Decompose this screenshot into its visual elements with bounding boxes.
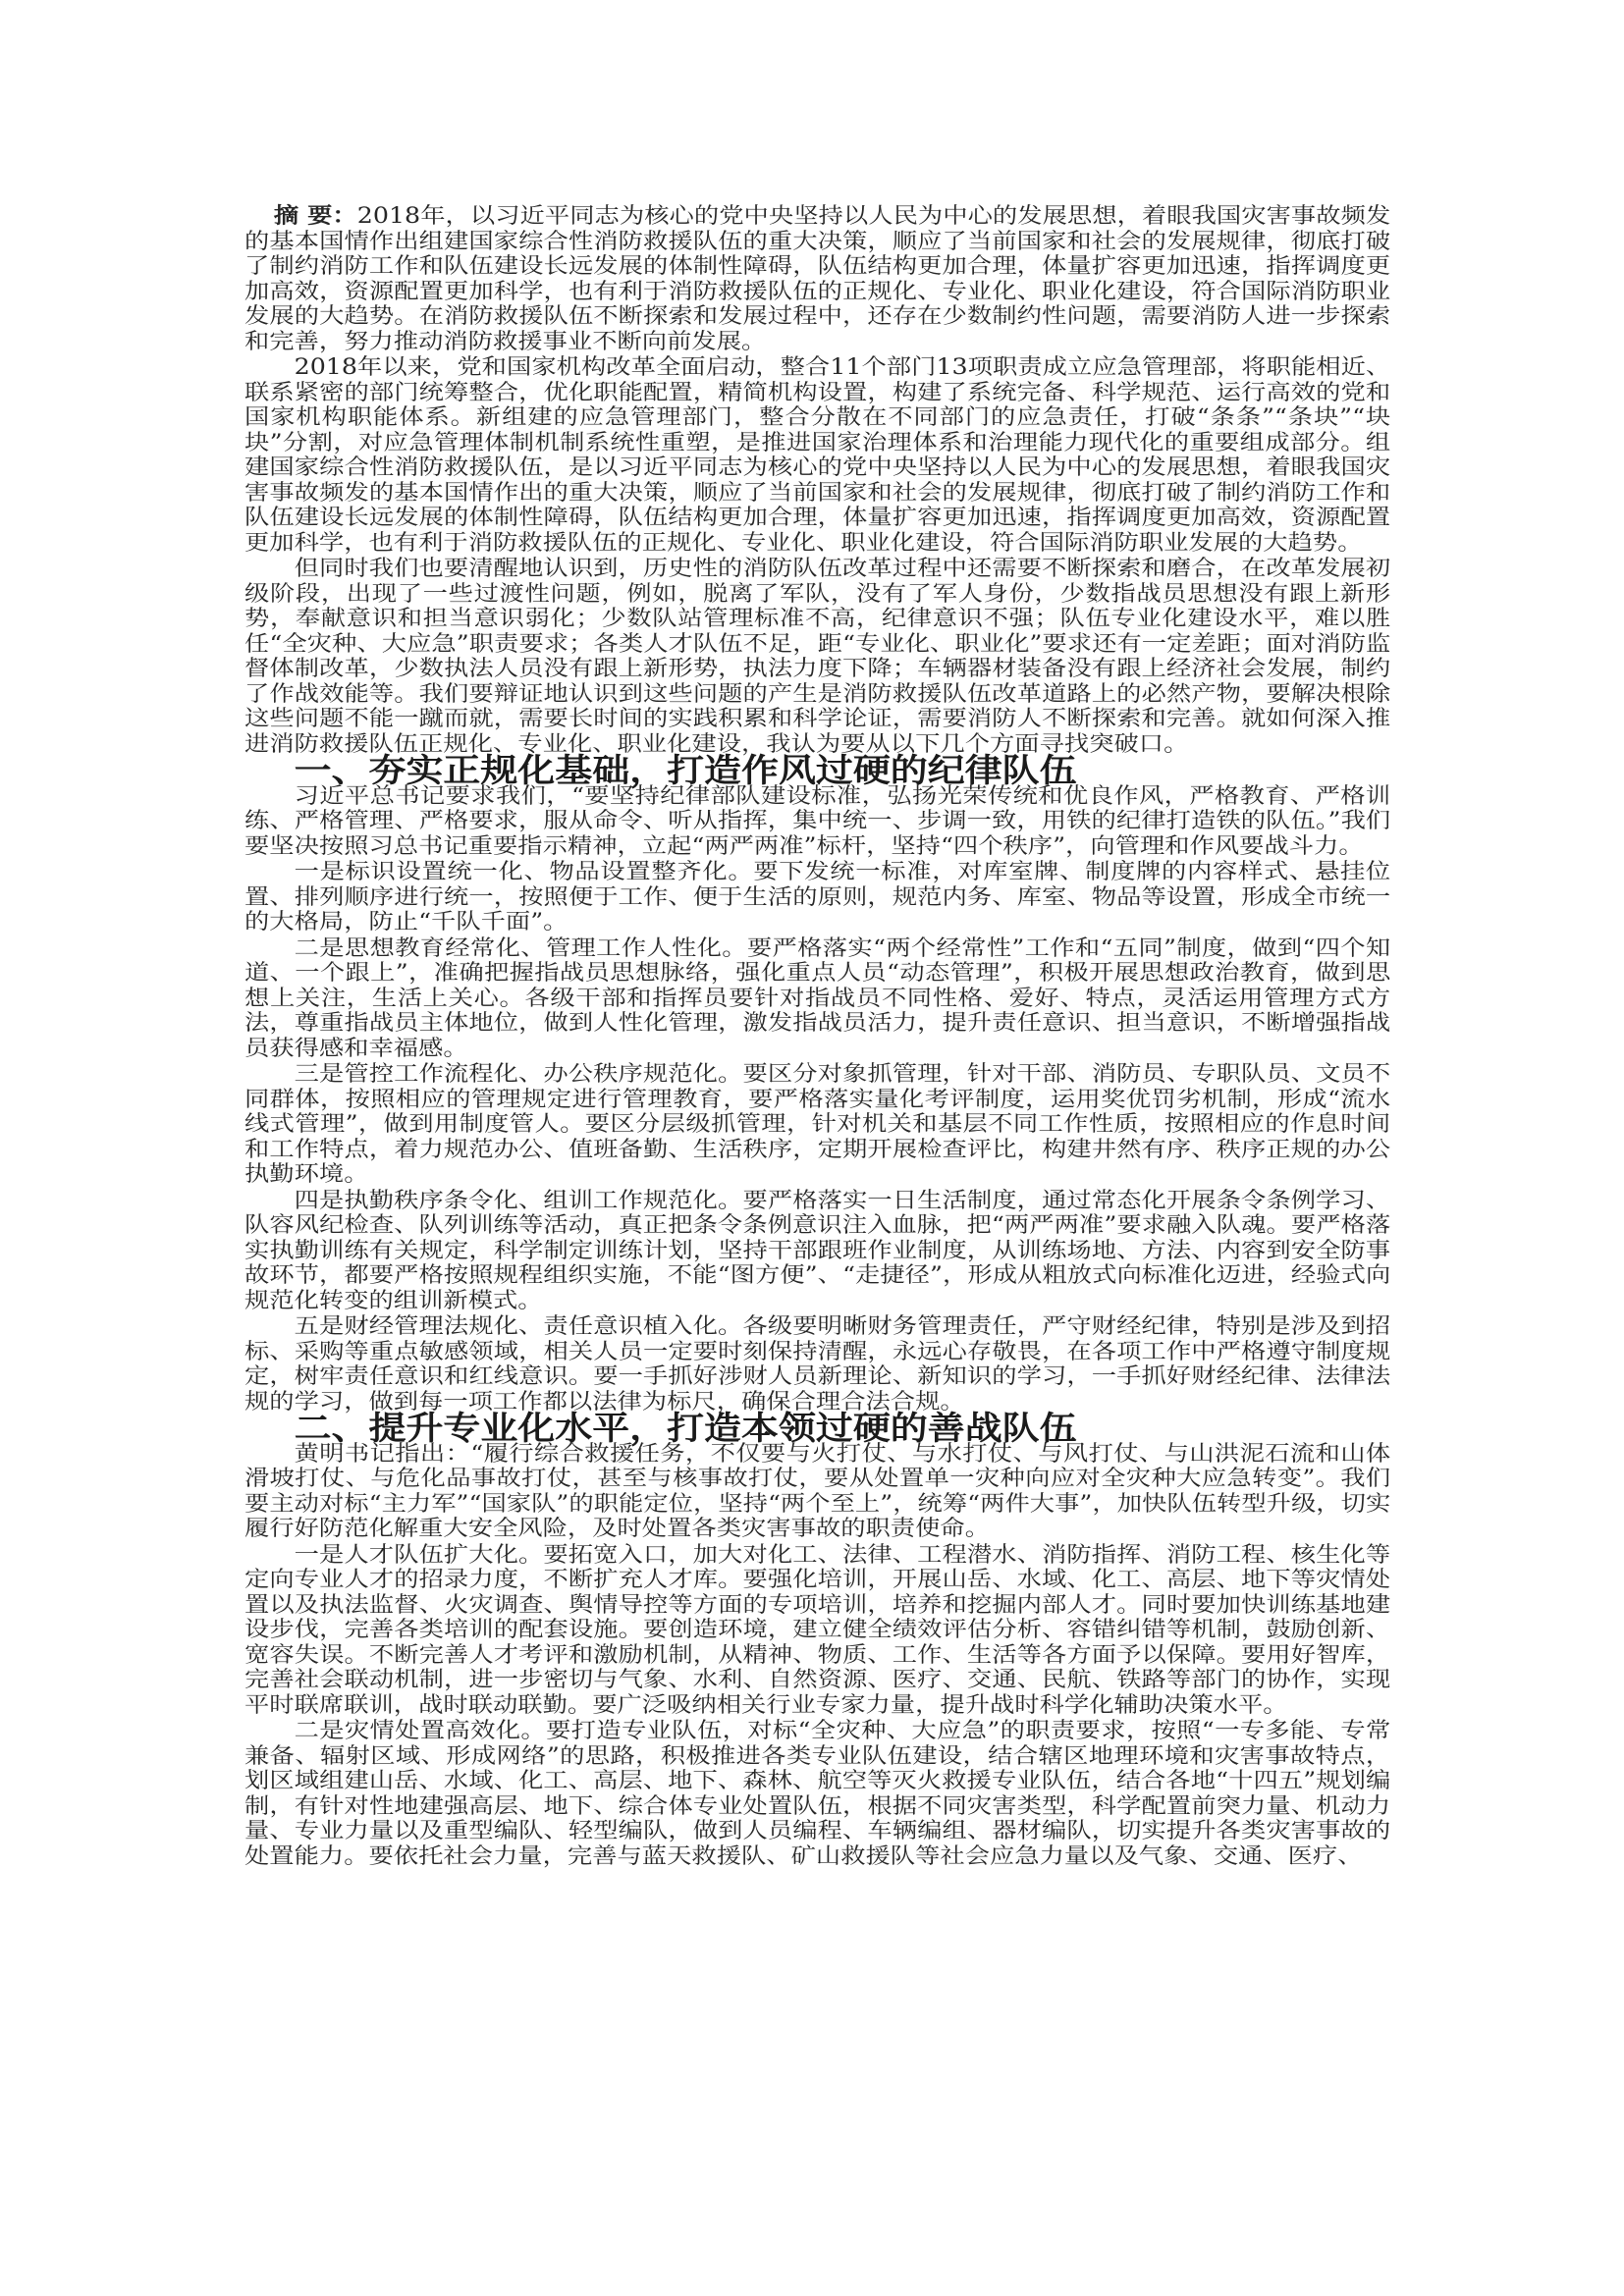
body-paragraph: 一是标识设置统一化、物品设置整齐化。要下发统一标准，对库室牌、制度牌的内容样式、悬挂位置、排列顺序进行统一，按照便于工作、便于生活的原则，规范内务、库室、物品等设置，形成全市统一的大格局，防止“千队千面”。 [244, 860, 1391, 934]
abstract-text: 2018年，以习近平同志为核心的党中央坚持以人民为中心的发展思想，着眼我国灾害事故频发的基本国情作出组建国家综合性消防救援队伍的重大决策，顺应了当前国家和社会的发展规律，彻底打破了制约消防工作和队伍建设长远发展的体制性障碍，队伍结构更加合理，体量扩容更加迅速，指挥调度更加高效，资源配置更加科学，也有利于消防救援队伍的正规化、专业化、职业化建设，符合国际消防职业发展的大趋势。在消防救援队伍不断探索和发展过程中，还存在少数制约性问题，需要消防人进一步探索和完善，努力推动消防救援事业不断向前发展。 [244, 204, 1391, 354]
body-paragraph: 五是财经管理法规化、责任意识植入化。各级要明晰财务管理责任，严守财经纪律，特别是涉及到招标、采购等重点敏感领域，相关人员一定要时刻保持清醒，永远心存敬畏，在各项工作中严格遵守制度规定，树牢责任意识和红线意识。要一手抓好涉财人员新理论、新知识的学习，一手抓好财经纪律、法律法规的学习，做到每一项工作都以法律为标尺，确保合理合法合规。 [244, 1314, 1391, 1415]
body-paragraph: 黄明书记指出：“履行综合救援任务，不仅要与火打仗、与水打仗、与风打仗、与山洪泥石流和山体滑坡打仗、与危化品事故打仗，甚至与核事故打仗，要从处置单一灾种向应对全灾种大应急转变”。我们要主动对标“主力军”“国家队”的职能定位，坚持“两个至上”，统筹“两件大事”，加快队伍转型升级，切实履行好防范化解重大安全风险，及时处置各类灾害事故的职责使命。 [244, 1441, 1391, 1541]
abstract-label: 摘 要： [273, 203, 357, 229]
section-heading-2: 二、提升专业化水平，打造本领过硬的善战队伍 [294, 1409, 1077, 1447]
abstract-paragraph [244, 204, 1390, 354]
intro-paragraph: 2018年以来，党和国家机构改革全面启动，整合11个部门13项职责成立应急管理部，将职能相近、联系紧密的部门统筹整合，优化职能配置，精简机构设置，构建了系统完备、科学规范、运行高效的党和国家机构职能体系。新组建的应急管理部门，整合分散在不同部门的应急责任，打破“条条”“条块”“块块”分割，对应急管理体制机制系统性重塑，是推进国家治理体系和治理能力现代化的重要组成部分。组建国家综合性消防救援队伍，是以习近平同志为核心的党中央坚持以人民为中心的发展思想，着眼我国灾害事故频发的基本国情作出的重大决策，顺应了当前国家和社会的发展规律，彻底打破了制约消防工作和队伍建设长远发展的体制性障碍，队伍结构更加合理，体量扩容更加迅速，指挥调度更加高效，资源配置更加科学，也有利于消防救援队伍的正规化、专业化、职业化建设，符合国际消防职业发展的大趋势。 [244, 355, 1391, 556]
body-paragraph: 二是灾情处置高效化。要打造专业队伍，对标“全灾种、大应急”的职责要求，按照“一专多能、专常兼备、辐射区域、形成网络”的思路，积极推进各类专业队伍建设，结合辖区地理环境和灾害事故特点，划区域组建山岳、水域、化工、高层、地下、森林、航空等灭火救援专业队伍，结合各地“十四五”规划编制，有针对性地建强高层、地下、综合体专业处置队伍，根据不同灾害类型，科学配置前突力量、机动力量、专业力量以及重型编队、轻型编队，做到人员编程、车辆编组、器材编队，切实提升各类灾害事故的处置能力。要依托社会力量，完善与蓝天救援队、矿山救援队等社会应急力量以及气象、交通、医疗、 [244, 1719, 1391, 1869]
section-heading-1: 一、夯实正规化基础，打造作风过硬的纪律队伍 [294, 751, 1077, 789]
body-paragraph: 四是执勤秩序条令化、组训工作规范化。要严格落实一日生活制度，通过常态化开展条令条例学习、队容风纪检查、队列训练等活动，真正把条令条例意识注入血脉，把“两严两准”要求融入队魂。要严格落实执勤训练有关规定，科学制定训练计划，坚持干部跟班作业制度，从训练场地、方法、内容到安全防事故环节，都要严格按照规程组织实施，不能“图方便”、“走捷径”，形成从粗放式向标准化迈进，经验式向规范化转变的组训新模式。 [244, 1188, 1391, 1313]
intro-paragraph: 但同时我们也要清醒地认识到，历史性的消防队伍改革过程中还需要不断探索和磨合，在改革发展初级阶段，出现了一些过渡性问题，例如，脱离了军队，没有了军人身份，少数指战员思想没有跟上新形势，奉献意识和担当意识弱化；少数队站管理标准不高，纪律意识不强；队伍专业化建设水平，难以胜任“全灾种、大应急”职责要求；各类人才队伍不足，距“专业化、职业化”要求还有一定差距；面对消防监督体制改革，少数执法人员没有跟上新形势，执法力度下降；车辆器材装备没有跟上经济社会发展，制约了作战效能等。我们要辩证地认识到这些问题的产生是消防救援队伍改革道路上的必然产物，要解决根除这些问题不能一蹴而就，需要长时间的实践积累和科学论证，需要消防人不断探索和完善。就如何深入推进消防救援队伍正规化、专业化、职业化建设，我认为要从以下几个方面寻找突破口。 [244, 557, 1391, 757]
document-page [244, 204, 1390, 1870]
body-paragraph: 二是思想教育经常化、管理工作人性化。要严格落实“两个经常性”工作和“五同”制度，做到“四个知道、一个跟上”，准确把握指战员思想脉络，强化重点人员“动态管理”，积极开展思想政治教育，做到思想上关注，生活上关心。各级干部和指挥员要针对指战员不同性格、爱好、特点，灵活运用管理方式方法，尊重指战员主体地位，做到人性化管理，激发指战员活力，提升责任意识、担当意识，不断增强指战员获得感和幸福感。 [244, 935, 1391, 1061]
body-paragraph: 三是管控工作流程化、办公秩序规范化。要区分对象抓管理，针对干部、消防员、专职队员、文员不同群体，按照相应的管理规定进行管理教育，要严格落实量化考评制度，运用奖优罚劣机制，形成“流水线式管理”，做到用制度管人。要区分层级抓管理，针对机关和基层不同工作性质，按照相应的作息时间和工作特点，着力规范办公、值班备勤、生活秩序，定期开展检查评比，构建井然有序、秩序正规的办公执勤环境。 [244, 1062, 1391, 1187]
body-paragraph: 一是人才队伍扩大化。要拓宽入口，加大对化工、法律、工程潜水、消防指挥、消防工程、核生化等定向专业人才的招录力度，不断扩充人才库。要强化培训，开展山岳、水域、化工、高层、地下等灾情处置以及执法监督、火灾调查、舆情导控等方面的专项培训，培养和挖掘内部人才。同时要加快训练基地建设步伐，完善各类培训的配套设施。要创造环境，建立健全绩效评估分析、容错纠错等机制，鼓励创新、宽容失误。不断完善人才考评和激励机制，从精神、物质、工作、生活等各方面予以保障。要用好智库，完善社会联动机制，进一步密切与气象、水利、自然资源、医疗、交通、民航、铁路等部门的协作，实现平时联席联训，战时联动联勤。要广泛吸纳相关行业专家力量，提升战时科学化辅助决策水平。 [244, 1542, 1391, 1718]
body-paragraph: 习近平总书记要求我们，“要坚持纪律部队建设标准，弘扬光荣传统和优良作风，严格教育、严格训练、严格管理、严格要求，服从命令、听从指挥，集中统一、步调一致，用铁的纪律打造铁的队伍。”我们要坚决按照习总书记重要指示精神，立起“两严两准”标杆，坚持“四个秩序”，向管理和作风要战斗力。 [244, 783, 1391, 859]
